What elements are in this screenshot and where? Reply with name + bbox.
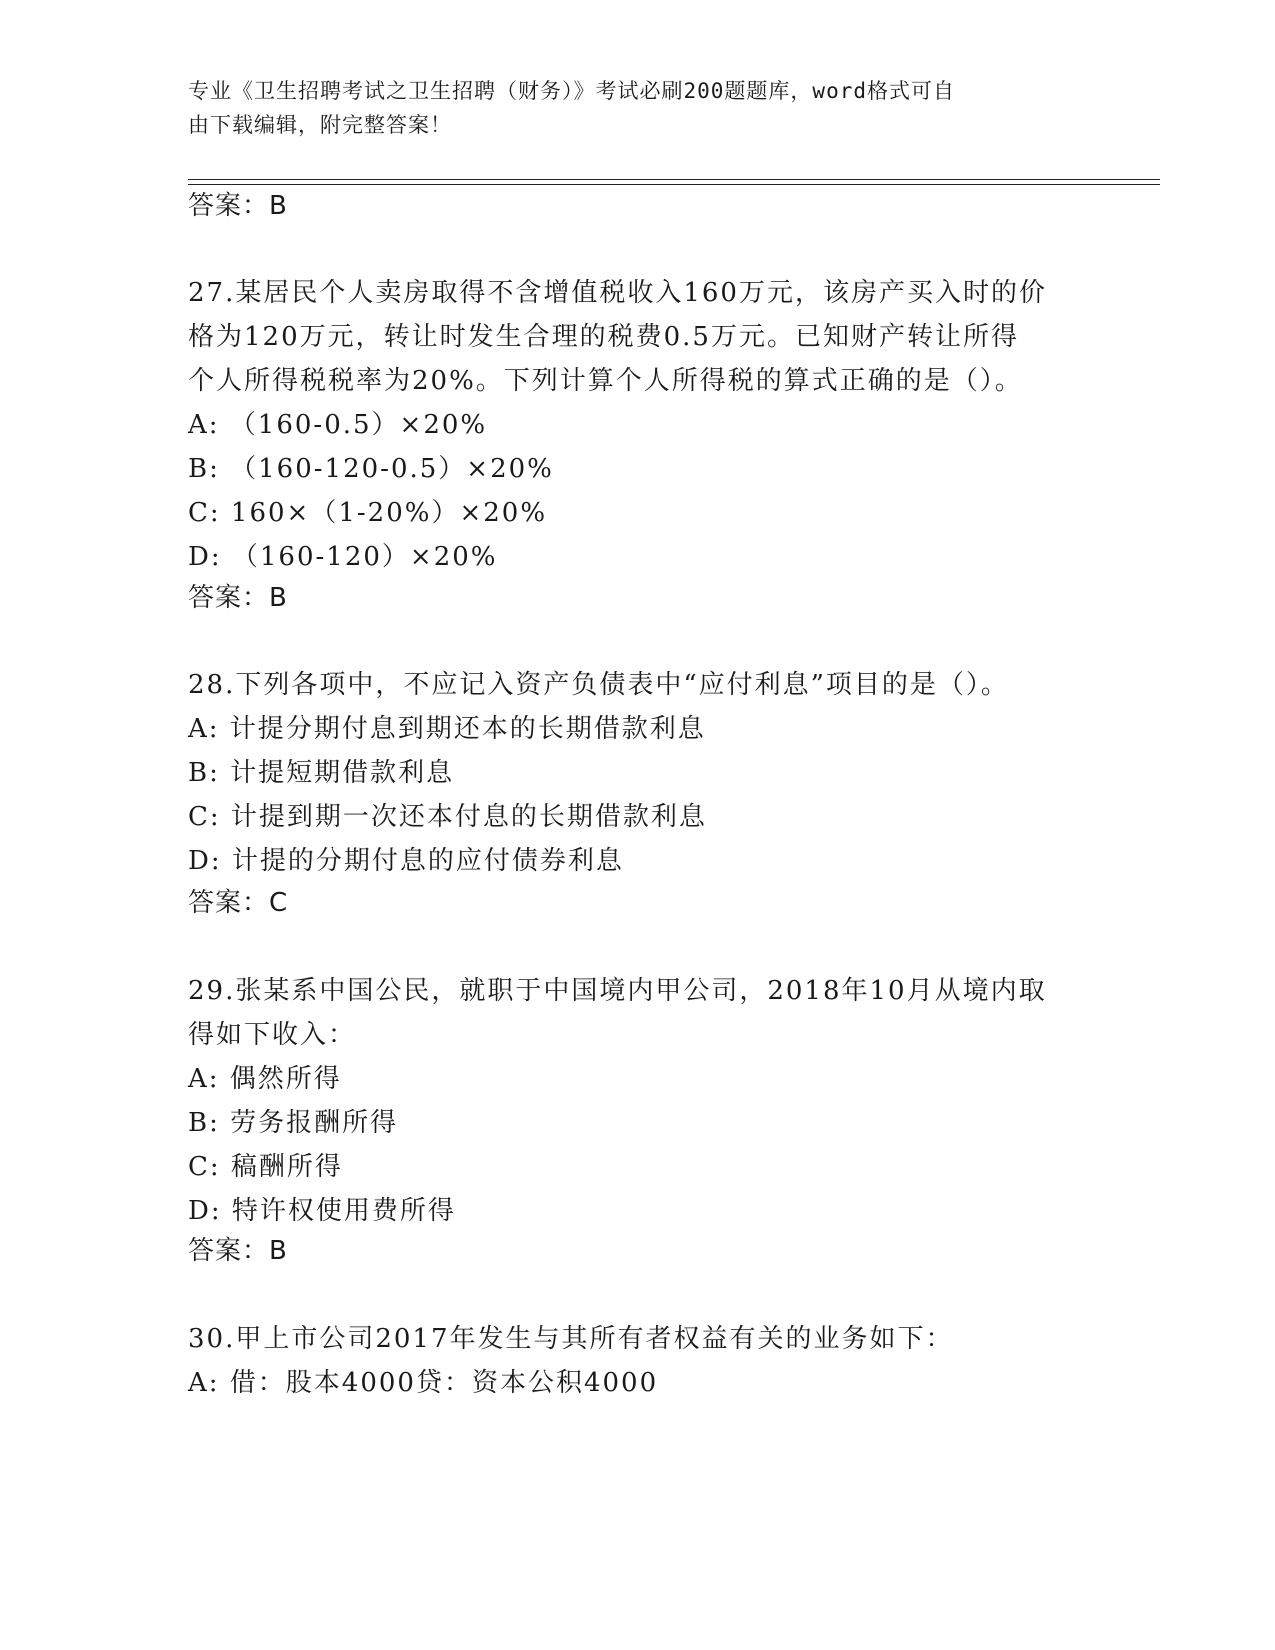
question-29-option-c: C: 稿酬所得 xyxy=(188,1152,343,1182)
question-27-option-b: B: （160-120-0.5）×20% xyxy=(188,454,554,484)
header-rule-bottom xyxy=(188,184,1160,185)
question-29-option-b: B: 劳务报酬所得 xyxy=(188,1108,399,1138)
question-28-option-a: A: 计提分期付息到期还本的长期借款利息 xyxy=(188,714,706,744)
question-27-option-d: D: （160-120）×20% xyxy=(188,542,498,572)
question-29-stem-line-1: 29.张某系中国公民，就职于中国境内甲公司，2018年10月从境内取 xyxy=(188,976,1047,1006)
question-27-stem-line-2: 格为120万元，转让时发生合理的税费0.5万元。已知财产转让所得 xyxy=(188,322,1019,352)
answer-previous: 答案：B xyxy=(188,191,288,221)
question-28-option-d: D: 计提的分期付息的应付债券利息 xyxy=(188,846,624,876)
question-27-option-a: A: （160-0.5）×20% xyxy=(188,410,488,440)
question-30-stem-line-1: 30.甲上市公司2017年发生与其所有者权益有关的业务如下： xyxy=(188,1324,954,1354)
question-28-answer: 答案：C xyxy=(188,888,289,918)
document-header xyxy=(188,74,1068,142)
question-28-stem-line-1: 28.下列各项中，不应记入资产负债表中“应付利息”项目的是（）。 xyxy=(188,670,1009,700)
header-line-1: 专业《卫生招聘考试之卫生招聘（财务）》考试必刷200题题库，word格式可自 xyxy=(188,79,955,103)
question-27-answer: 答案：B xyxy=(188,583,288,613)
question-27-stem-line-1: 27.某居民个人卖房取得不含增值税收入160万元，该房产买入时的价 xyxy=(188,278,1047,308)
header-rule-top xyxy=(188,179,1160,180)
question-29-stem-line-2: 得如下收入： xyxy=(188,1020,357,1050)
header-line-2: 由下载编辑，附完整答案！ xyxy=(188,113,452,137)
question-27-option-c: C: 160×（1-20%）×20% xyxy=(188,498,548,528)
question-29-option-d: D: 特许权使用费所得 xyxy=(188,1196,456,1226)
question-30-option-a: A: 借：股本4000贷：资本公积4000 xyxy=(188,1368,659,1398)
question-28-option-b: B: 计提短期借款利息 xyxy=(188,758,455,788)
question-29-answer: 答案：B xyxy=(188,1236,288,1266)
question-29-option-a: A: 偶然所得 xyxy=(188,1064,342,1094)
question-28-option-c: C: 计提到期一次还本付息的长期借款利息 xyxy=(188,802,707,832)
question-27-stem-line-3: 个人所得税税率为20%。下列计算个人所得税的算式正确的是（）。 xyxy=(188,366,1023,396)
